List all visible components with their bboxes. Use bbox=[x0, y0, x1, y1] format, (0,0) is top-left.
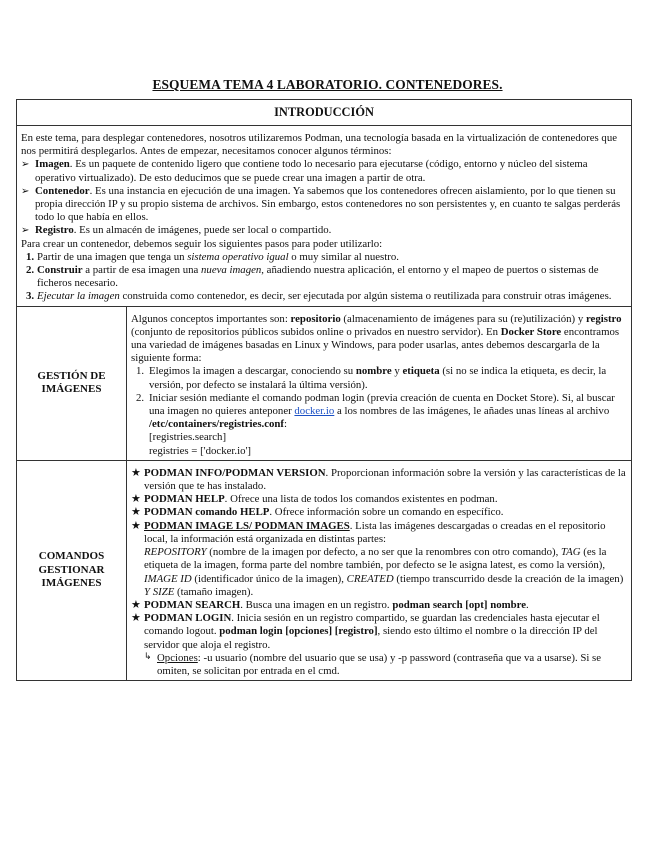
term-item-contenedor: ➢ Contenedor. Es una instancia en ejecución de una imagen. Ya sabemos que los contenedores ofrecen aislamiento, por lo que tienen su propia dirección IP y su propio sistema de archivos. Sin embargo, estos contenedores no son persistentes y, en cuanto te salgas perderás todo lo que había en ellos. bbox=[21, 184, 621, 224]
command-item-images: ★ PODMAN IMAGE LS/ PODMAN IMAGES. Lista las imágenes descargadas o creadas en el repositorio local, la información está organizada en distintas partes: REPOSITORY (nombre de la imagen por defecto, a no ser que la renombres con otro comando), TAG (es la etiqueta de la imagen, forma parte del nombre también, por defecto se le asigna latest, es como la versión), IMAGE ID (identificador único de la imagen), CREATED (tiempo transcurrido desde la creación de la imagen) Y SIZE (tamaño imagen). bbox=[131, 518, 624, 598]
star-bullet-icon: ★ bbox=[131, 611, 141, 625]
command-item-comando-help: ★ PODMAN comando HELP. Ofrece información sobre un comando en específico. bbox=[131, 505, 504, 519]
comandos-label: COMANDOS GESTIONAR IMÁGENES bbox=[17, 460, 127, 680]
star-bullet-icon: ★ bbox=[131, 518, 141, 532]
arrow-bullet-icon: ➢ bbox=[21, 225, 30, 237]
gestion-label: GESTIÓN DE IMÁGENES bbox=[17, 306, 127, 460]
command-item-login: ★ PODMAN LOGIN. Inicia sesión en un registro compartido, se guardan las credenciales hasta ejecutar el comando logout. podman login [opciones] [registro], siendo esto último el nombre o la dirección IP del servidor que aloja el registro. bbox=[131, 611, 600, 651]
gestion-section bbox=[127, 306, 632, 460]
command-item-help: ★ PODMAN HELP. Ofrece una lista de todos los comandos existentes en podman. bbox=[131, 492, 498, 506]
star-bullet-icon: ★ bbox=[131, 597, 141, 611]
arrow-bullet-icon: ➢ bbox=[21, 159, 30, 171]
step-item-3: 3. Ejecutar la imagen construida como contenedor, es decir, ser ejecutada por algún sistema o reutilizada para construir otras imágenes. bbox=[26, 290, 612, 303]
document-title: ESQUEMA TEMA 4 LABORATORIO. CONTENEDORES. bbox=[152, 77, 503, 92]
docker-io-link[interactable]: docker.io bbox=[294, 405, 335, 418]
gestion-paragraph: Algunos conceptos importantes son: repositorio (almacenamiento de imágenes para su (re)utilización) y registro (conjunto de repositorios públicos subidos online o privados en nuestro servidor). En Docker Store encontramos una variedad de imágenes basadas en Linux y Windows, para poder usarlas, antes debemos descargarla de la siguiente forma: bbox=[131, 312, 622, 365]
star-bullet-icon: ★ bbox=[131, 465, 141, 479]
step-item-1: 1. Partir de una imagen que tenga un sistema operativo igual o muy similar al nuestro. bbox=[26, 250, 399, 263]
corner-arrow-icon: ↳ bbox=[144, 651, 152, 662]
intro-heading: INTRODUCCIÓN bbox=[17, 100, 632, 126]
comandos-section bbox=[127, 460, 632, 680]
login-options-item: ↳ Opciones: -u usuario (nombre del usuario que se usa) y -p password (contraseña que va a usarse). Si se omiten, se solicitan por entrada en el cmd. bbox=[144, 651, 602, 677]
schema-table bbox=[16, 99, 632, 681]
step-item-2: 2. Construir a partir de esa imagen una nueva imagen, añadiendo nuestra aplicación, el entorno y el mapeo de puertos o sistemas de ficheros necesario. bbox=[26, 264, 599, 290]
star-bullet-icon: ★ bbox=[131, 505, 141, 519]
command-item-search: ★ PODMAN SEARCH. Busca una imagen en un registro. podman search [opt] nombre. bbox=[131, 597, 529, 611]
gestion-item-2: 2. Iniciar sesión mediante el comando podman login (previa creación de cuenta en Docket Store). Si, al buscar una imagen no quieres anteponer docker.io a los nombres de las imágenes, le añades unas líneas al archivo /etc/containers/registries.conf: bbox=[136, 391, 615, 431]
star-bullet-icon: ★ bbox=[131, 492, 141, 506]
config-line-2: registries = ['docker.io'] bbox=[149, 444, 252, 457]
steps-intro: Para crear un contenedor, debemos seguir los siguientes pasos para poder utilizarlo: bbox=[21, 237, 383, 250]
intro-paragraph: En este tema, para desplegar contenedores, nosotros utilizaremos Podman, una tecnología basada en la virtualización de contenedores que nos permitirá desplegarlos. Antes de empezar, necesitamos conocer algunos términos: bbox=[21, 132, 618, 158]
config-line-1: [registries.search] bbox=[149, 431, 227, 444]
command-item-info: ★ PODMAN INFO/PODMAN VERSION. Proporcionan información sobre la versión y las características de la versión que te has instalado. bbox=[131, 465, 626, 493]
intro-section bbox=[17, 126, 632, 307]
gestion-item-1: 1. Elegimos la imagen a descargar, conociendo su nombre y etiqueta (si no se indica la etiqueta, es decir, la versión, por defecto se instalará la última versión). bbox=[136, 365, 607, 391]
term-item-registro: ➢ Registro. Es un almacén de imágenes, puede ser local o compartido. bbox=[21, 224, 332, 237]
arrow-bullet-icon: ➢ bbox=[21, 185, 30, 197]
term-item-imagen: ➢ Imagen. Es un paquete de contenido ligero que contiene todo lo necesario para ejecutarse (código, entorno y núcleo del sistema operativo virtualizado). De esto deducimos que se puede crear una imagen a partir de otra. bbox=[21, 158, 588, 184]
